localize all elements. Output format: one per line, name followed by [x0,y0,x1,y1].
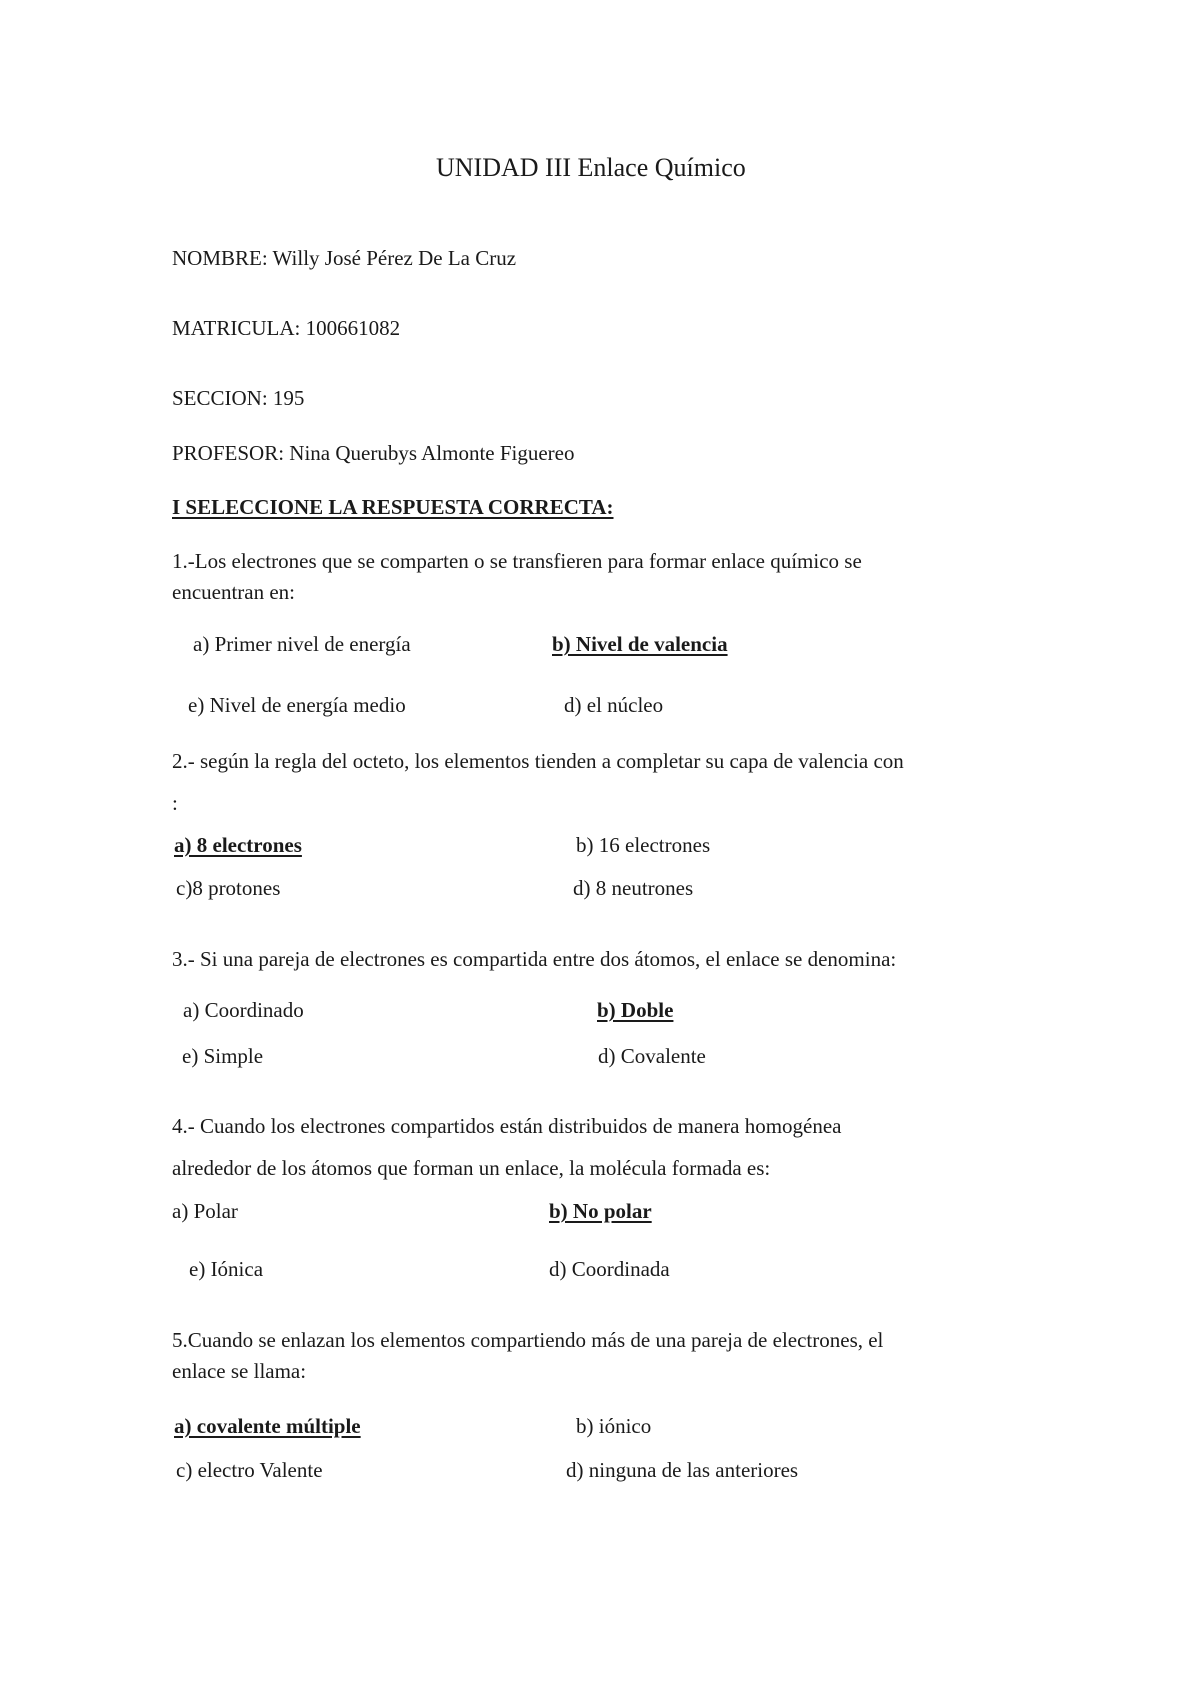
question-text: 4.- Cuando los electrones compartidos están distribuidos de manera homogénea [172,1114,842,1138]
option-d: d) el núcleo [564,693,664,717]
option-a-correct: a) covalente múltiple [174,1414,361,1438]
option-d: d) 8 neutrones [573,876,694,900]
option-c: c) electro Valente [176,1458,323,1482]
option-a-correct: a) 8 electrones [174,833,302,857]
question-text-continued: : [172,791,178,815]
option-b-correct: b) Doble [597,998,674,1022]
student-id: MATRICULA: 100661082 [172,316,401,340]
question-text: 1.-Los electrones que se comparten o se transfieren para formar enlace químico se [172,549,862,573]
option-b-correct: b) No polar [549,1199,652,1223]
question-text-continued: encuentran en: [172,580,296,604]
option-d: d) Coordinada [549,1257,670,1281]
question-text: 3.- Si una pareja de electrones es compartida entre dos átomos, el enlace se denomina: [172,947,897,971]
question-text: 2.- según la regla del octeto, los elementos tienden a completar su capa de valencia con [172,749,904,773]
option-a: a) Primer nivel de energía [193,632,411,656]
option-c: c)8 protones [176,876,281,900]
professor-name: PROFESOR: Nina Querubys Almonte Figuereo [172,441,575,465]
option-c: e) Iónica [189,1257,264,1281]
option-c: e) Simple [182,1044,264,1068]
option-b-correct: b) Nivel de valencia [552,632,728,656]
question-text-continued: alrededor de los átomos que forman un enlace, la molécula formada es: [172,1156,771,1180]
section-heading: I SELECCIONE LA RESPUESTA CORRECTA: [172,495,614,519]
option-a: a) Coordinado [183,998,304,1022]
student-name: NOMBRE: Willy José Pérez De La Cruz [172,246,517,270]
section-number: SECCION: 195 [172,386,305,410]
question-text-continued: enlace se llama: [172,1359,307,1383]
option-d: d) ninguna de las anteriores [566,1458,799,1482]
option-c: e) Nivel de energía medio [188,693,406,717]
option-a: a) Polar [172,1199,238,1223]
question-text: 5.Cuando se enlazan los elementos compartiendo más de una pareja de electrones, el [172,1328,884,1352]
option-d: d) Covalente [598,1044,706,1068]
option-b: b) iónico [576,1414,652,1438]
page-title: UNIDAD III Enlace Químico [436,153,746,182]
option-b: b) 16 electrones [576,833,711,857]
